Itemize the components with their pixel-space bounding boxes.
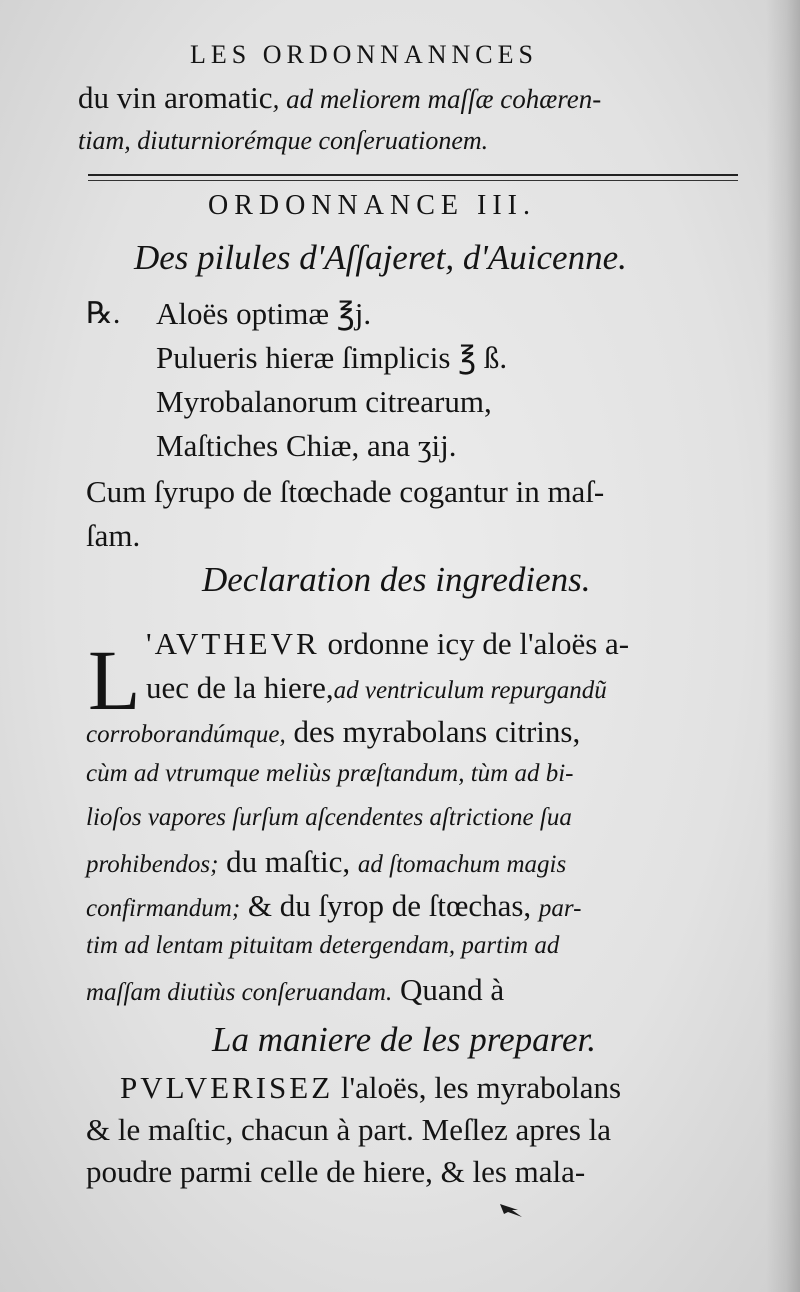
manner-heading: La maniere de les preparer. [212, 1020, 596, 1059]
recipe-line-1: Aloës optimæ ℥j. [156, 296, 372, 331]
declaration-line-7-roman: & du ſyrop de ſtœchas, [240, 888, 539, 923]
declaration-line-1-rest: ordonne icy de l'aloës a- [319, 626, 630, 661]
declaration-line-7 [86, 888, 581, 924]
recipe-line-6: ſam. [86, 518, 141, 553]
running-head: LES ORDONNANNCES [190, 40, 538, 69]
declaration-line-9-roman: Quand à [392, 972, 505, 1007]
declaration-line-6 [86, 844, 566, 880]
recipe-line-2: Pulueris hieræ ſimplicis ℥ ß. [156, 340, 508, 375]
drop-cap: L [88, 632, 141, 728]
declaration-line-3-roman: des myrabolans citrins, [285, 714, 581, 749]
declaration-line-1 [146, 626, 629, 662]
intro-line-2: tiam, diuturniorémque conſeruationem. [78, 126, 489, 155]
recipe-line-3: Myrobalanorum citrearum, [156, 384, 492, 419]
declaration-line-3 [86, 714, 580, 750]
declaration-line-2-italic: ad ventriculum repurgandũ [333, 677, 607, 704]
declaration-line-3-italic: corroborandúmque, [86, 721, 286, 748]
declaration-line-6-italic: prohibendos; [86, 851, 219, 878]
declaration-line-1-caps: 'AVTHEVR [146, 626, 320, 661]
intro-line-1 [78, 80, 601, 116]
declaration-line-7-italic-end: par- [538, 895, 582, 922]
recipe-symbol: ℞. [86, 297, 121, 330]
recipe-line-5: Cum ſyrupo de ſtœchade cogantur in maſ- [86, 474, 605, 509]
declaration-line-6-roman: du maſtic, [218, 844, 358, 879]
declaration-heading: Declaration des ingrediens. [202, 560, 591, 599]
recipe-line-4: Maſtiches Chiæ, ana ʒij. [156, 428, 457, 463]
intro-line-1-roman: du vin aromatic [78, 80, 273, 115]
declaration-line-9-italic: maſſam diutiùs conſeruandam. [86, 979, 393, 1006]
manner-line-1 [120, 1070, 621, 1106]
double-rule-bottom [88, 180, 738, 181]
declaration-line-4: cùm ad vtrumque meliùs præſtandum, tùm ad bi- [86, 760, 574, 787]
manner-line-2: & le maſtic, chacun à part. Meſlez apres la [86, 1112, 612, 1147]
manner-line-3: poudre parmi celle de hiere, & les mala- [86, 1154, 586, 1189]
manner-line-1-caps: PVLVERISEZ [120, 1070, 334, 1105]
page-edge-shadow [766, 0, 800, 1292]
declaration-line-2 [146, 670, 607, 706]
declaration-line-5: lioſos vapores ſurſum aſcendentes aſtrictione ſua [86, 804, 572, 831]
recipe-title: Des pilules d'Aſſajeret, d'Auicenne. [134, 238, 627, 277]
declaration-line-6-italic-end: ad ſtomachum magis [357, 851, 567, 878]
double-rule-top [88, 174, 738, 176]
manner-line-1-rest: l'aloës, les myrabolans [333, 1070, 622, 1105]
declaration-line-9 [86, 972, 504, 1008]
declaration-line-8: tim ad lentam pituitam detergendam, partim ad [86, 932, 560, 959]
declaration-line-7-italic: confirmandum; [86, 895, 241, 922]
ordonnance-heading: ORDONNANCE III. [208, 190, 536, 221]
declaration-line-2-roman: uec de la hiere, [146, 670, 334, 705]
catchword-mark-icon [500, 1204, 524, 1218]
intro-line-1-italic: , ad meliorem maſſæ cohæren- [272, 84, 602, 114]
